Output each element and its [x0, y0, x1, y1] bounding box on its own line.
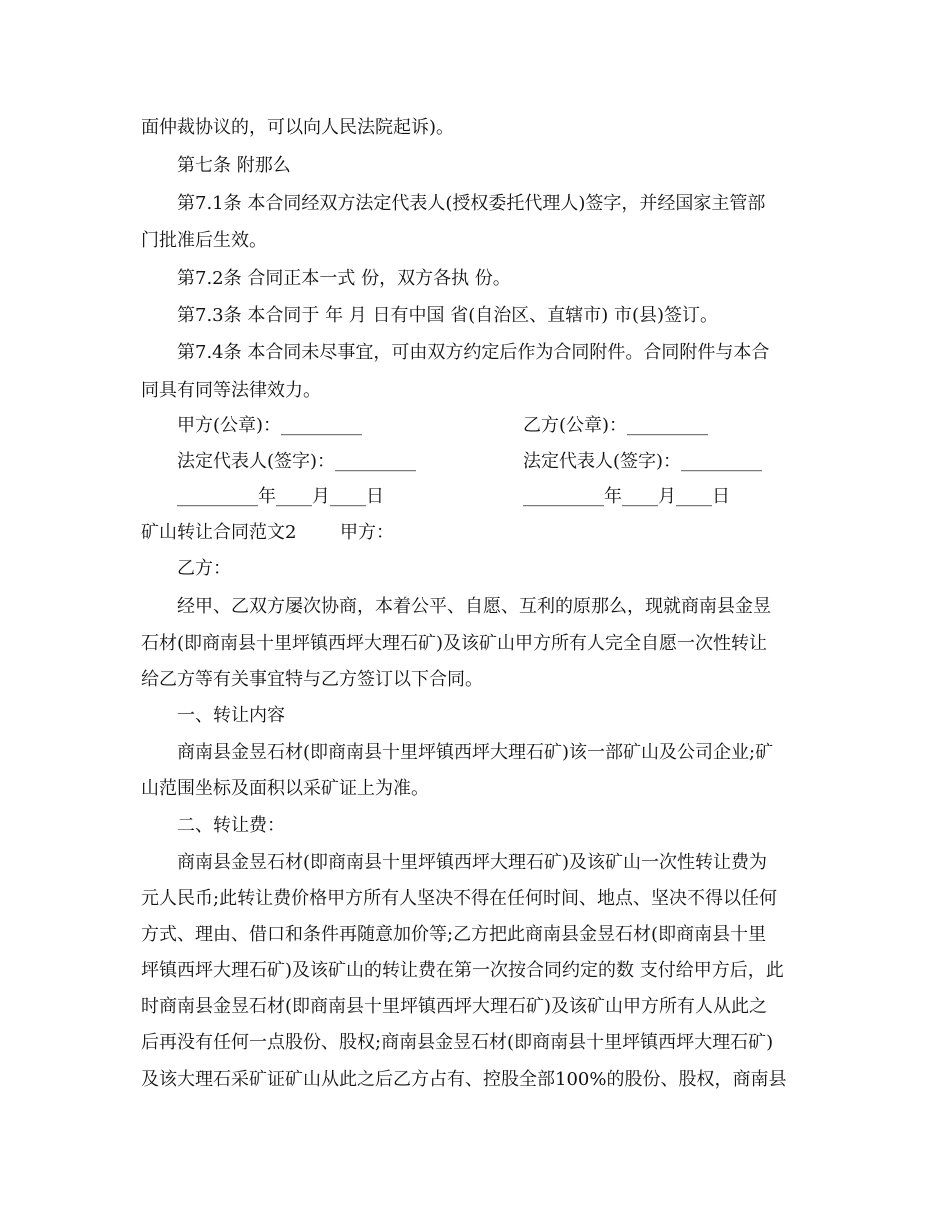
text-line: 给乙方等有关事宜特与乙方签订以下合同。 [141, 669, 483, 690]
party-b-date: _________年____月____日 [523, 486, 730, 507]
section-heading: 一、转让内容 [177, 705, 285, 726]
party-b-representative: 法定代表人(签字)：_________ [523, 451, 763, 472]
section-heading: 二、转让费： [177, 815, 285, 836]
text-line: 及该大理石采矿证矿山从此之后乙方占有、控股全部100%的股份、股权，商南县 [141, 1069, 787, 1090]
text-line: 坪镇西坪大理石矿)及该矿山的转让费在第一次按合同约定的数 支付给甲方后，此 [141, 960, 784, 981]
section2-party-b: 乙方： [177, 558, 231, 579]
text-line: 元人民币;此转让费价格甲方所有人坚决不得在任何时间、地点、坚决不得以任何 [141, 888, 778, 909]
text-line: 方式、理由、借口和条件再随意加价等;乙方把此商南县金昱石材(即商南县十里 [141, 924, 767, 945]
text-line: 时商南县金昱石材(即商南县十里坪镇西坪大理石矿)及该矿山甲方所有人从此之 [141, 996, 768, 1017]
party-a-representative: 法定代表人(签字)：_________ [177, 451, 417, 472]
party-a-seal: 甲方(公章)：_________ [177, 415, 363, 436]
party-b-seal: 乙方(公章)：_________ [523, 415, 709, 436]
text-line: 商南县金昱石材(即商南县十里坪镇西坪大理石矿)及该矿山一次性转让费为 [177, 852, 768, 873]
text-line: 石材(即商南县十里坪镇西坪大理石矿)及该矿山甲方所有人完全自愿一次性转让 [141, 633, 768, 654]
text-line: 面仲裁协议的，可以向人民法院起诉)。 [141, 117, 455, 138]
section2-title: 矿山转让合同范文2 [141, 522, 297, 543]
text-line: 第7.3条 本合同于 年 月 日有中国 省(自治区、直辖市) 市(县)签订。 [177, 305, 719, 326]
text-line: 同具有同等法律效力。 [141, 380, 321, 401]
text-line: 门批准后生效。 [141, 230, 267, 251]
text-line: 经甲、乙双方屡次协商，本着公平、自愿、互利的原那么，现就商南县金昱 [177, 596, 771, 617]
text-line: 第7.4条 本合同未尽事宜，可由双方约定后作为合同附件。合同附件与本合 [177, 342, 770, 363]
text-line: 商南县金昱石材(即商南县十里坪镇西坪大理石矿)该一部矿山及公司企业;矿 [177, 742, 774, 763]
section2-party-a: 甲方： [340, 522, 394, 543]
article-heading: 第七条 附那么 [177, 155, 291, 176]
text-line: 后再没有任何一点股份、股权;商南县金昱石材(即商南县十里坪镇西坪大理石矿) [141, 1032, 774, 1053]
text-line: 第7.2条 合同正本一式 份，双方各执 份。 [177, 268, 511, 289]
text-line: 山范围坐标及面积以采矿证上为准。 [141, 778, 429, 799]
text-line: 第7.1条 本合同经双方法定代表人(授权委托代理人)签字，并经国家主管部 [177, 193, 766, 214]
party-a-date: _________年____月____日 [177, 486, 384, 507]
